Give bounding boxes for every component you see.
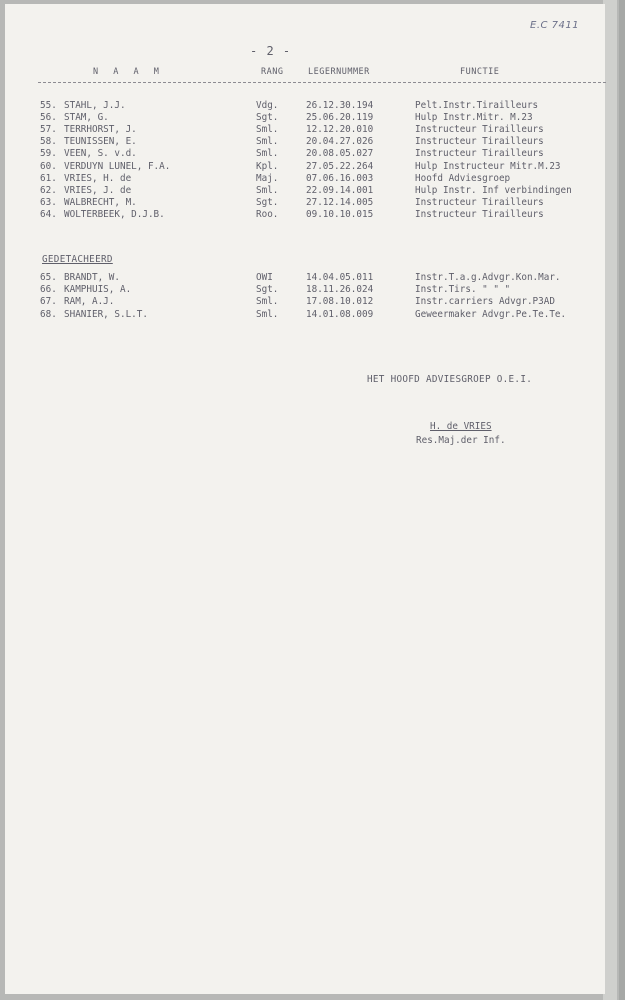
- row-rank: Sml.: [256, 124, 279, 136]
- row-number: 62.: [40, 184, 57, 196]
- row-army-number: 07.06.16.003: [306, 172, 374, 184]
- row-name: STAHL, J.J.: [64, 100, 126, 111]
- row-rank: Sml.: [256, 148, 279, 160]
- row-function: Hulp Instructeur Mitr.M.23: [415, 160, 561, 172]
- row-name: TEUNISSEN, E.: [64, 136, 137, 148]
- row-name: BRANDT, W.: [64, 272, 120, 283]
- row-number: 66.: [40, 284, 57, 296]
- row-function: Hoofd Adviesgroep: [415, 172, 511, 184]
- row-rank: Sml.: [256, 136, 279, 148]
- row-number: 58.: [40, 136, 57, 148]
- row-rank: Sgt.: [256, 284, 279, 296]
- column-header-rang: RANG: [261, 67, 284, 77]
- column-header-legernummer: LEGERNUMMER: [308, 67, 370, 77]
- row-army-number: 09.10.10.015: [306, 208, 374, 220]
- row-function: Geweermaker Advgr.Pe.Te.Te.: [415, 308, 567, 320]
- row-rank: Maj.: [256, 172, 279, 184]
- row-army-number: 14.04.05.011: [306, 272, 374, 283]
- row-function: Instructeur Tirailleurs: [415, 208, 544, 220]
- row-rank: OWI: [256, 272, 273, 283]
- row-army-number: 12.12.20.010: [306, 124, 374, 136]
- row-number: 60.: [40, 160, 57, 172]
- row-army-number: 27.05.22.264: [306, 160, 374, 172]
- row-name: TERRHORST, J.: [64, 124, 137, 136]
- row-number: 61.: [40, 172, 57, 184]
- row-number: 64.: [40, 208, 57, 220]
- row-army-number: 14.01.08.009: [306, 308, 374, 320]
- row-army-number: 17.08.10.012: [306, 296, 374, 308]
- row-name: VEEN, S. v.d.: [64, 148, 137, 160]
- row-function: Instructeur Tirailleurs: [415, 136, 544, 148]
- row-rank: Sml.: [256, 296, 279, 308]
- row-number: 55.: [40, 100, 57, 111]
- section-title-gedetacheerd: GEDETACHEERD: [42, 254, 113, 265]
- row-rank: Sml.: [256, 184, 279, 196]
- document-page: [5, 4, 605, 994]
- row-rank: Vdg.: [256, 100, 279, 111]
- scan-edge: [619, 0, 625, 1000]
- row-name: WALBRECHT, M.: [64, 196, 137, 208]
- row-rank: Roo.: [256, 208, 279, 220]
- row-function: Instructeur Tirailleurs: [415, 148, 544, 160]
- signature-rank: Res.Maj.der Inf.: [416, 435, 506, 446]
- column-header-functie: FUNCTIE: [460, 67, 500, 77]
- row-name: STAM, G.: [64, 112, 109, 124]
- next-page-edge: [603, 0, 617, 1000]
- row-name: SHANIER, S.L.T.: [64, 308, 148, 320]
- row-army-number: 20.08.05.027: [306, 148, 374, 160]
- row-army-number: 25.06.20.119: [306, 112, 374, 124]
- row-number: 68.: [40, 308, 57, 320]
- row-army-number: 18.11.26.024: [306, 284, 374, 296]
- row-number: 57.: [40, 124, 57, 136]
- row-rank: Sgt.: [256, 196, 279, 208]
- row-number: 59.: [40, 148, 57, 160]
- row-rank: Sml.: [256, 308, 279, 320]
- column-header-naam: N A A M: [93, 67, 164, 77]
- header-divider: [38, 82, 606, 83]
- row-function: Hulp Instr.Mitr. M.23: [415, 112, 533, 124]
- row-function: Pelt.Instr.Tirailleurs: [415, 100, 539, 111]
- row-name: WOLTERBEEK, D.J.B.: [64, 208, 165, 220]
- row-number: 67.: [40, 296, 57, 308]
- row-army-number: 27.12.14.005: [306, 196, 374, 208]
- row-function: Instructeur Tirailleurs: [415, 124, 544, 136]
- row-name: RAM, A.J.: [64, 296, 115, 308]
- row-number: 63.: [40, 196, 57, 208]
- row-rank: Kpl.: [256, 160, 279, 172]
- row-function: Hulp Instr. Inf verbindingen: [415, 184, 572, 196]
- row-name: VRIES, J. de: [64, 184, 132, 196]
- row-function: Instr.carriers Advgr.P3AD: [415, 296, 555, 308]
- page-number: - 2 -: [250, 44, 292, 58]
- row-name: VERDUYN LUNEL, F.A.: [64, 160, 171, 172]
- signature-name: H. de VRIES: [430, 421, 492, 432]
- row-army-number: 26.12.30.194: [306, 100, 374, 111]
- row-name: KAMPHUIS, A.: [64, 284, 132, 296]
- row-number: 65.: [40, 272, 57, 283]
- row-army-number: 20.04.27.026: [306, 136, 374, 148]
- row-rank: Sgt.: [256, 112, 279, 124]
- signature-organisation: HET HOOFD ADVIESGROEP O.E.I.: [367, 374, 533, 385]
- row-army-number: 22.09.14.001: [306, 184, 374, 196]
- archive-reference: E.C 7411: [530, 20, 580, 31]
- row-name: VRIES, H. de: [64, 172, 132, 184]
- row-number: 56.: [40, 112, 57, 124]
- row-function: Instructeur Tirailleurs: [415, 196, 544, 208]
- row-function: Instr.Tirs. " " ": [415, 284, 511, 296]
- row-function: Instr.T.a.g.Advgr.Kon.Mar.: [415, 272, 561, 283]
